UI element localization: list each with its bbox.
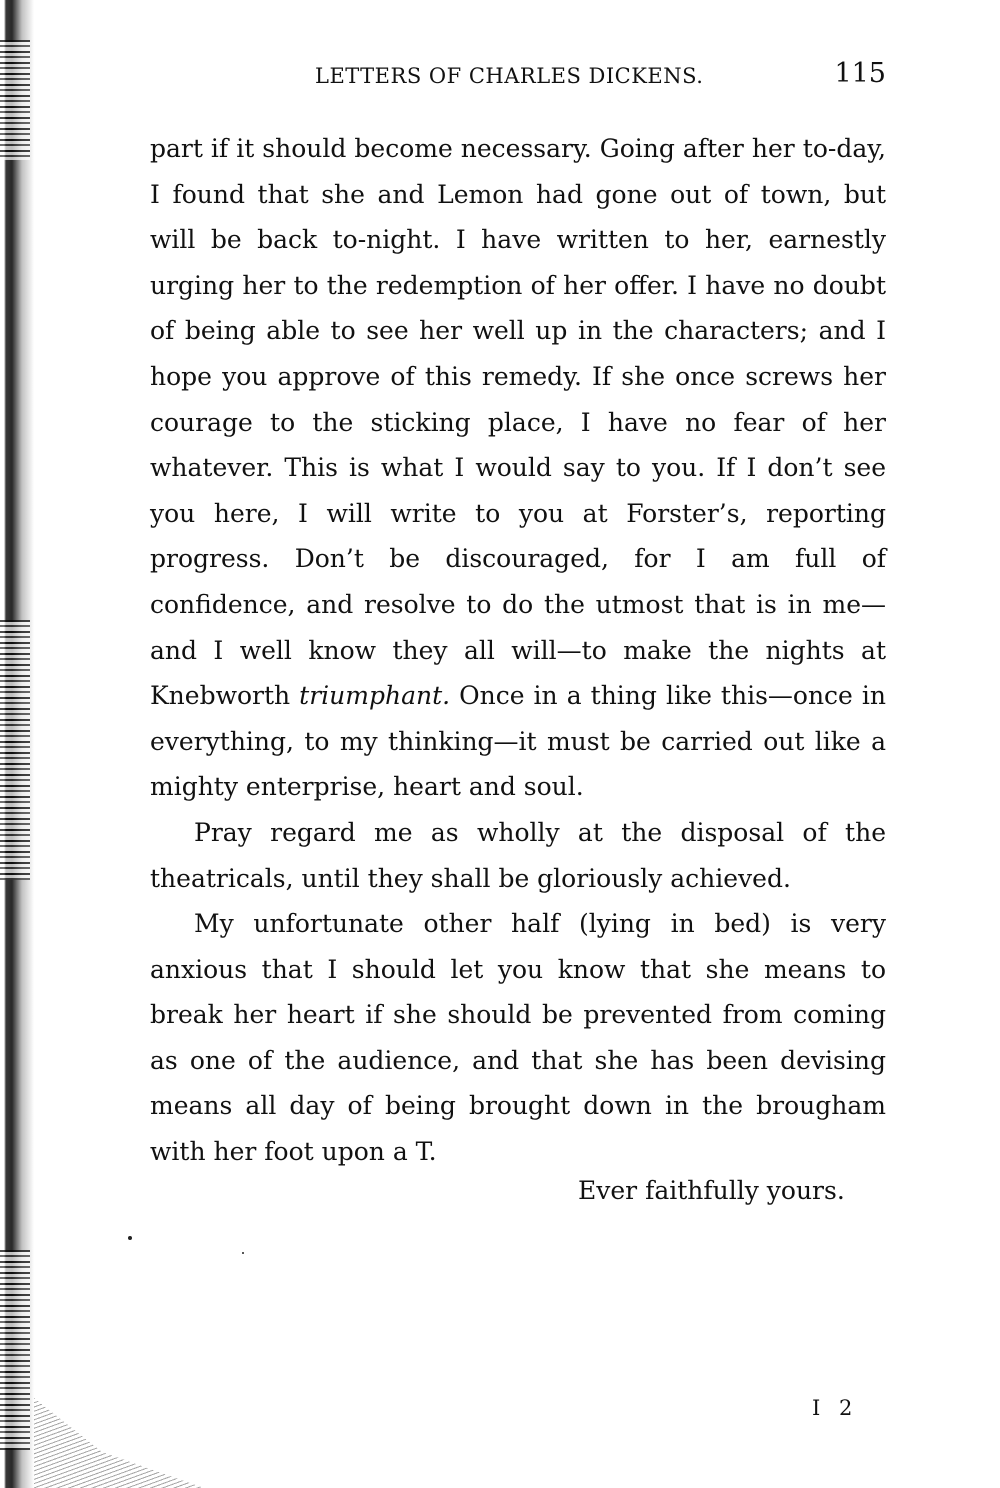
gutter-speckle (0, 620, 30, 880)
gutter-speckle (0, 40, 30, 160)
paragraph-1 (150, 126, 886, 810)
closing-salutation: Ever faithfully yours. (578, 1176, 845, 1205)
letter-body (150, 126, 886, 1175)
print-speck (242, 1252, 244, 1254)
corner-smudge (34, 1398, 204, 1488)
paragraph-1-text: part if it should become necessary. Going after her to-day, I found that she and Lemon had gone out of town, but will be back to-night. I have written to her, earnestly urging her to the redemption of her offer. I have no doubt of being able to see her well up in the characters; and I hope you approve of this remedy. If she once screws her courage to the sticking place, I have no fear of her whatever. This is what I would say to you. If I don’t see you here, I will write to you at Forster’s, reporting progress. Don’t be discouraged, for I am full of confidence, and resolve to do the utmost that is in me—and I well know they all will—to make the nights at Knebworth (150, 134, 886, 711)
italic-word: triumphant. (299, 681, 451, 711)
paragraph-3: My unfortunate other half (lying in bed) is very anxious that I should let you know that she means to break her heart if she should be prevented from coming as one of the audience, and that she has been devising means all day of being brought down in the brougham with her foot upon a T. (150, 909, 886, 1167)
running-head: LETTERS OF CHARLES DICKENS. (315, 64, 704, 88)
print-speck (128, 1236, 132, 1240)
paragraph-1-text-end: Once in a thing like this—once in everything, to my thinking—it must be carried out like a mighty enterprise, heart and soul. (150, 681, 886, 802)
gutter-speckle (0, 1250, 30, 1450)
page-number: 115 (834, 58, 886, 89)
paragraph-2: Pray regard me as wholly at the disposal of the theatricals, until they shall be gloriously achieved. (150, 817, 886, 893)
page-header (150, 60, 890, 100)
signature-mark: I 2 (812, 1396, 859, 1420)
